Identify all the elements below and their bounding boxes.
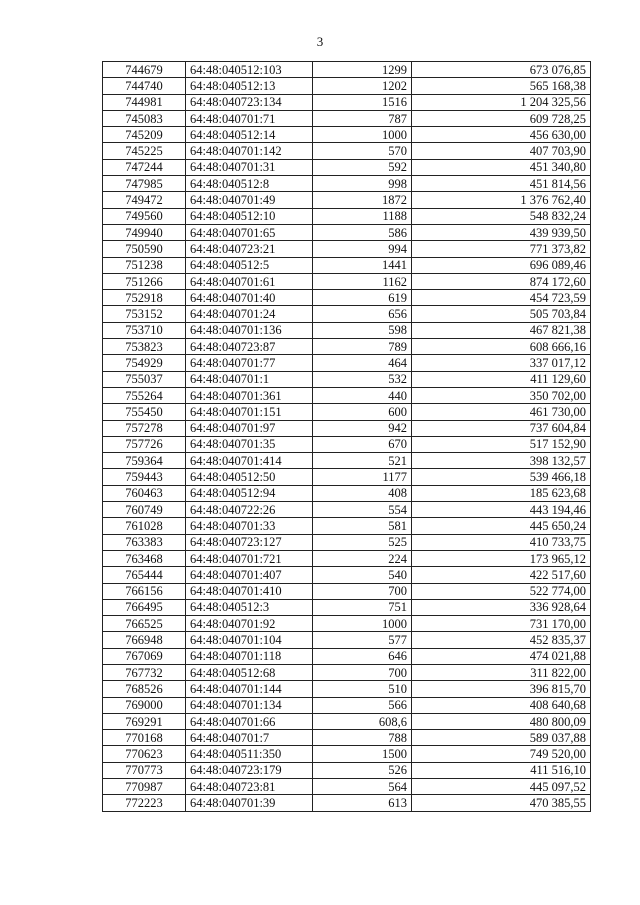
record-number-cell: 769291: [103, 713, 186, 729]
record-number-cell: 772223: [103, 795, 186, 811]
area-cell: 440: [313, 387, 412, 403]
record-number-cell: 751238: [103, 257, 186, 273]
cadastral-value-cell: 456 630,00: [412, 127, 591, 143]
record-number-cell: 770623: [103, 746, 186, 762]
area-cell: 700: [313, 664, 412, 680]
cadastral-value-cell: 609 728,25: [412, 110, 591, 126]
area-cell: 598: [313, 322, 412, 338]
area-cell: 564: [313, 779, 412, 795]
record-number-cell: 755037: [103, 371, 186, 387]
table-row: [103, 257, 591, 273]
record-number-cell: 753152: [103, 306, 186, 322]
table-row: [103, 550, 591, 566]
cadastral-number-cell: 64:48:040511:350: [186, 746, 313, 762]
table-row: [103, 355, 591, 371]
cadastral-number-cell: 64:48:040701:144: [186, 681, 313, 697]
area-cell: 510: [313, 681, 412, 697]
table-row: [103, 730, 591, 746]
cadastral-value-cell: 517 152,90: [412, 436, 591, 452]
area-cell: 464: [313, 355, 412, 371]
table-row: [103, 192, 591, 208]
cadastral-value-cell: 407 703,90: [412, 143, 591, 159]
area-cell: 554: [313, 502, 412, 518]
record-number-cell: 745209: [103, 127, 186, 143]
cadastral-value-cell: 539 466,18: [412, 469, 591, 485]
area-cell: 1516: [313, 94, 412, 110]
table-row: [103, 583, 591, 599]
cadastral-value-cell: 771 373,82: [412, 241, 591, 257]
cadastral-number-cell: 64:48:040701:721: [186, 550, 313, 566]
table-row: [103, 110, 591, 126]
cadastral-number-cell: 64:48:040701:361: [186, 387, 313, 403]
cadastral-value-cell: 311 822,00: [412, 664, 591, 680]
cadastral-value-cell: 411 129,60: [412, 371, 591, 387]
table-row: [103, 567, 591, 583]
table-row: [103, 632, 591, 648]
cadastral-number-cell: 64:48:040512:10: [186, 208, 313, 224]
table-row: [103, 502, 591, 518]
cadastral-number-cell: 64:48:040512:14: [186, 127, 313, 143]
cadastral-number-cell: 64:48:040701:71: [186, 110, 313, 126]
table-row: [103, 371, 591, 387]
table-row: [103, 224, 591, 240]
cadastral-value-cell: 696 089,46: [412, 257, 591, 273]
cadastral-number-cell: 64:48:040701:142: [186, 143, 313, 159]
area-cell: 619: [313, 290, 412, 306]
cadastral-value-cell: 422 517,60: [412, 567, 591, 583]
cadastral-value-cell: 505 703,84: [412, 306, 591, 322]
cadastral-number-cell: 64:48:040701:92: [186, 616, 313, 632]
record-number-cell: 744679: [103, 62, 186, 78]
record-number-cell: 757278: [103, 420, 186, 436]
cadastral-number-cell: 64:48:040701:410: [186, 583, 313, 599]
area-cell: 1000: [313, 127, 412, 143]
record-number-cell: 766495: [103, 599, 186, 615]
cadastral-number-cell: 64:48:040701:118: [186, 648, 313, 664]
cadastral-number-cell: 64:48:040701:24: [186, 306, 313, 322]
cadastral-value-cell: 461 730,00: [412, 404, 591, 420]
area-cell: 608,6: [313, 713, 412, 729]
cadastral-value-cell: 185 623,68: [412, 485, 591, 501]
cadastral-number-cell: 64:48:040512:13: [186, 78, 313, 94]
table-row: [103, 208, 591, 224]
area-cell: 600: [313, 404, 412, 420]
cadastral-number-cell: 64:48:040701:77: [186, 355, 313, 371]
cadastral-value-cell: 467 821,38: [412, 322, 591, 338]
record-number-cell: 745225: [103, 143, 186, 159]
table-row: [103, 746, 591, 762]
record-number-cell: 767069: [103, 648, 186, 664]
area-cell: 577: [313, 632, 412, 648]
table-row: [103, 404, 591, 420]
cadastral-value-cell: 439 939,50: [412, 224, 591, 240]
cadastral-number-cell: 64:48:040701:407: [186, 567, 313, 583]
record-number-cell: 757726: [103, 436, 186, 452]
cadastral-number-cell: 64:48:040512:8: [186, 176, 313, 192]
cadastral-value-cell: 173 965,12: [412, 550, 591, 566]
cadastral-value-cell: 451 340,80: [412, 159, 591, 175]
cadastral-value-cell: 336 928,64: [412, 599, 591, 615]
table-row: [103, 241, 591, 257]
cadastral-value-cell: 1 376 762,40: [412, 192, 591, 208]
table-row: [103, 648, 591, 664]
area-cell: 998: [313, 176, 412, 192]
cadastral-value-cell: 731 170,00: [412, 616, 591, 632]
table-row: [103, 681, 591, 697]
table-row: [103, 143, 591, 159]
record-number-cell: 744981: [103, 94, 186, 110]
record-number-cell: 761028: [103, 518, 186, 534]
record-number-cell: 770773: [103, 762, 186, 778]
cadastral-number-cell: 64:48:040701:65: [186, 224, 313, 240]
area-cell: 521: [313, 453, 412, 469]
record-number-cell: 763468: [103, 550, 186, 566]
area-cell: 788: [313, 730, 412, 746]
cadastral-number-cell: 64:48:040701:97: [186, 420, 313, 436]
cadastral-value-cell: 396 815,70: [412, 681, 591, 697]
record-number-cell: 759364: [103, 453, 186, 469]
table-row: [103, 616, 591, 632]
area-cell: 566: [313, 697, 412, 713]
record-number-cell: 769000: [103, 697, 186, 713]
cadastral-value-cell: 445 097,52: [412, 779, 591, 795]
cadastral-value-cell: 1 204 325,56: [412, 94, 591, 110]
table-body: [103, 62, 591, 812]
cadastral-number-cell: 64:48:040701:104: [186, 632, 313, 648]
area-cell: 1162: [313, 273, 412, 289]
table-row: [103, 534, 591, 550]
record-number-cell: 755264: [103, 387, 186, 403]
record-number-cell: 749472: [103, 192, 186, 208]
cadastral-number-cell: 64:48:040701:35: [186, 436, 313, 452]
cadastral-value-cell: 408 640,68: [412, 697, 591, 713]
cadastral-value-cell: 548 832,24: [412, 208, 591, 224]
area-cell: 1500: [313, 746, 412, 762]
area-cell: 525: [313, 534, 412, 550]
record-number-cell: 752918: [103, 290, 186, 306]
cadastral-value-cell: 608 666,16: [412, 339, 591, 355]
area-cell: 1000: [313, 616, 412, 632]
record-number-cell: 750590: [103, 241, 186, 257]
table-row: [103, 339, 591, 355]
record-number-cell: 754929: [103, 355, 186, 371]
table-row: [103, 62, 591, 78]
cadastral-value-cell: 673 076,85: [412, 62, 591, 78]
cadastral-value-cell: 454 723,59: [412, 290, 591, 306]
area-cell: 1299: [313, 62, 412, 78]
table-row: [103, 306, 591, 322]
cadastral-value-cell: 443 194,46: [412, 502, 591, 518]
cadastral-value-cell: 410 733,75: [412, 534, 591, 550]
area-cell: 646: [313, 648, 412, 664]
table-row: [103, 78, 591, 94]
record-number-cell: 760463: [103, 485, 186, 501]
cadastral-number-cell: 64:48:040512:94: [186, 485, 313, 501]
record-number-cell: 744740: [103, 78, 186, 94]
record-number-cell: 749940: [103, 224, 186, 240]
table-row: [103, 664, 591, 680]
record-number-cell: 749560: [103, 208, 186, 224]
record-number-cell: 770168: [103, 730, 186, 746]
area-cell: 526: [313, 762, 412, 778]
cadastral-value-cell: 522 774,00: [412, 583, 591, 599]
record-number-cell: 770987: [103, 779, 186, 795]
record-number-cell: 747985: [103, 176, 186, 192]
area-cell: 994: [313, 241, 412, 257]
cadastral-value-cell: 565 168,38: [412, 78, 591, 94]
table-row: [103, 290, 591, 306]
cadastral-number-cell: 64:48:040512:50: [186, 469, 313, 485]
cadastral-value-cell: 337 017,12: [412, 355, 591, 371]
record-number-cell: 753710: [103, 322, 186, 338]
table-row: [103, 697, 591, 713]
table-row: [103, 518, 591, 534]
area-cell: 570: [313, 143, 412, 159]
cadastral-number-cell: 64:48:040701:33: [186, 518, 313, 534]
cadastral-number-cell: 64:48:040701:49: [186, 192, 313, 208]
table-row: [103, 159, 591, 175]
record-number-cell: 766525: [103, 616, 186, 632]
table-row: [103, 795, 591, 811]
area-cell: 1202: [313, 78, 412, 94]
record-number-cell: 759443: [103, 469, 186, 485]
table-row: [103, 779, 591, 795]
cadastral-number-cell: 64:48:040512:103: [186, 62, 313, 78]
cadastral-value-cell: 452 835,37: [412, 632, 591, 648]
table-row: [103, 469, 591, 485]
record-number-cell: 765444: [103, 567, 186, 583]
area-cell: 224: [313, 550, 412, 566]
cadastral-number-cell: 64:48:040701:1: [186, 371, 313, 387]
area-cell: 700: [313, 583, 412, 599]
cadastral-number-cell: 64:48:040722:26: [186, 502, 313, 518]
cadastral-number-cell: 64:48:040723:179: [186, 762, 313, 778]
area-cell: 408: [313, 485, 412, 501]
record-number-cell: 763383: [103, 534, 186, 550]
area-cell: 586: [313, 224, 412, 240]
area-cell: 789: [313, 339, 412, 355]
table-row: [103, 322, 591, 338]
cadastral-value-cell: 398 132,57: [412, 453, 591, 469]
area-cell: 1872: [313, 192, 412, 208]
area-cell: 942: [313, 420, 412, 436]
area-cell: 751: [313, 599, 412, 615]
table-row: [103, 436, 591, 452]
cadastral-number-cell: 64:48:040701:134: [186, 697, 313, 713]
cadastral-value-cell: 589 037,88: [412, 730, 591, 746]
area-cell: 532: [313, 371, 412, 387]
record-number-cell: 747244: [103, 159, 186, 175]
record-number-cell: 753823: [103, 339, 186, 355]
page-number: 3: [316, 34, 324, 49]
table-row: [103, 762, 591, 778]
cadastral-number-cell: 64:48:040701:414: [186, 453, 313, 469]
cadastral-number-cell: 64:48:040723:127: [186, 534, 313, 550]
record-number-cell: 751266: [103, 273, 186, 289]
area-cell: 1188: [313, 208, 412, 224]
cadastral-number-cell: 64:48:040701:40: [186, 290, 313, 306]
table-row: [103, 599, 591, 615]
table-row: [103, 420, 591, 436]
area-cell: 592: [313, 159, 412, 175]
cadastral-number-cell: 64:48:040723:21: [186, 241, 313, 257]
record-number-cell: 767732: [103, 664, 186, 680]
cadastral-number-cell: 64:48:040512:3: [186, 599, 313, 615]
table-row: [103, 94, 591, 110]
area-cell: 581: [313, 518, 412, 534]
cadastral-number-cell: 64:48:040512:68: [186, 664, 313, 680]
area-cell: 670: [313, 436, 412, 452]
area-cell: 540: [313, 567, 412, 583]
cadastral-value-cell: 749 520,00: [412, 746, 591, 762]
cadastral-number-cell: 64:48:040512:5: [186, 257, 313, 273]
record-number-cell: 766948: [103, 632, 186, 648]
cadastral-value-cell: 445 650,24: [412, 518, 591, 534]
cadastral-number-cell: 64:48:040723:134: [186, 94, 313, 110]
cadastral-value-cell: 737 604,84: [412, 420, 591, 436]
cadastral-number-cell: 64:48:040701:39: [186, 795, 313, 811]
cadastral-number-cell: 64:48:040701:136: [186, 322, 313, 338]
area-cell: 787: [313, 110, 412, 126]
cadastral-number-cell: 64:48:040701:31: [186, 159, 313, 175]
cadastral-value-cell: 470 385,55: [412, 795, 591, 811]
table-row: [103, 176, 591, 192]
cadastral-number-cell: 64:48:040723:87: [186, 339, 313, 355]
area-cell: 656: [313, 306, 412, 322]
record-number-cell: 768526: [103, 681, 186, 697]
cadastral-number-cell: 64:48:040701:151: [186, 404, 313, 420]
area-cell: 1441: [313, 257, 412, 273]
cadastral-number-cell: 64:48:040701:61: [186, 273, 313, 289]
cadastral-value-cell: 411 516,10: [412, 762, 591, 778]
cadastral-number-cell: 64:48:040723:81: [186, 779, 313, 795]
table-row: [103, 387, 591, 403]
area-cell: 1177: [313, 469, 412, 485]
table-row: [103, 713, 591, 729]
cadastral-value-cell: 874 172,60: [412, 273, 591, 289]
record-number-cell: 760749: [103, 502, 186, 518]
record-number-cell: 755450: [103, 404, 186, 420]
table-row: [103, 127, 591, 143]
cadastral-value-cell: 350 702,00: [412, 387, 591, 403]
cadastral-value-cell: 480 800,09: [412, 713, 591, 729]
record-number-cell: 745083: [103, 110, 186, 126]
table-row: [103, 273, 591, 289]
table-row: [103, 453, 591, 469]
cadastral-value-cell: 474 021,88: [412, 648, 591, 664]
table-row: [103, 485, 591, 501]
land-plot-table: [102, 61, 591, 812]
cadastral-value-cell: 451 814,56: [412, 176, 591, 192]
area-cell: 613: [313, 795, 412, 811]
cadastral-number-cell: 64:48:040701:66: [186, 713, 313, 729]
cadastral-number-cell: 64:48:040701:7: [186, 730, 313, 746]
record-number-cell: 766156: [103, 583, 186, 599]
